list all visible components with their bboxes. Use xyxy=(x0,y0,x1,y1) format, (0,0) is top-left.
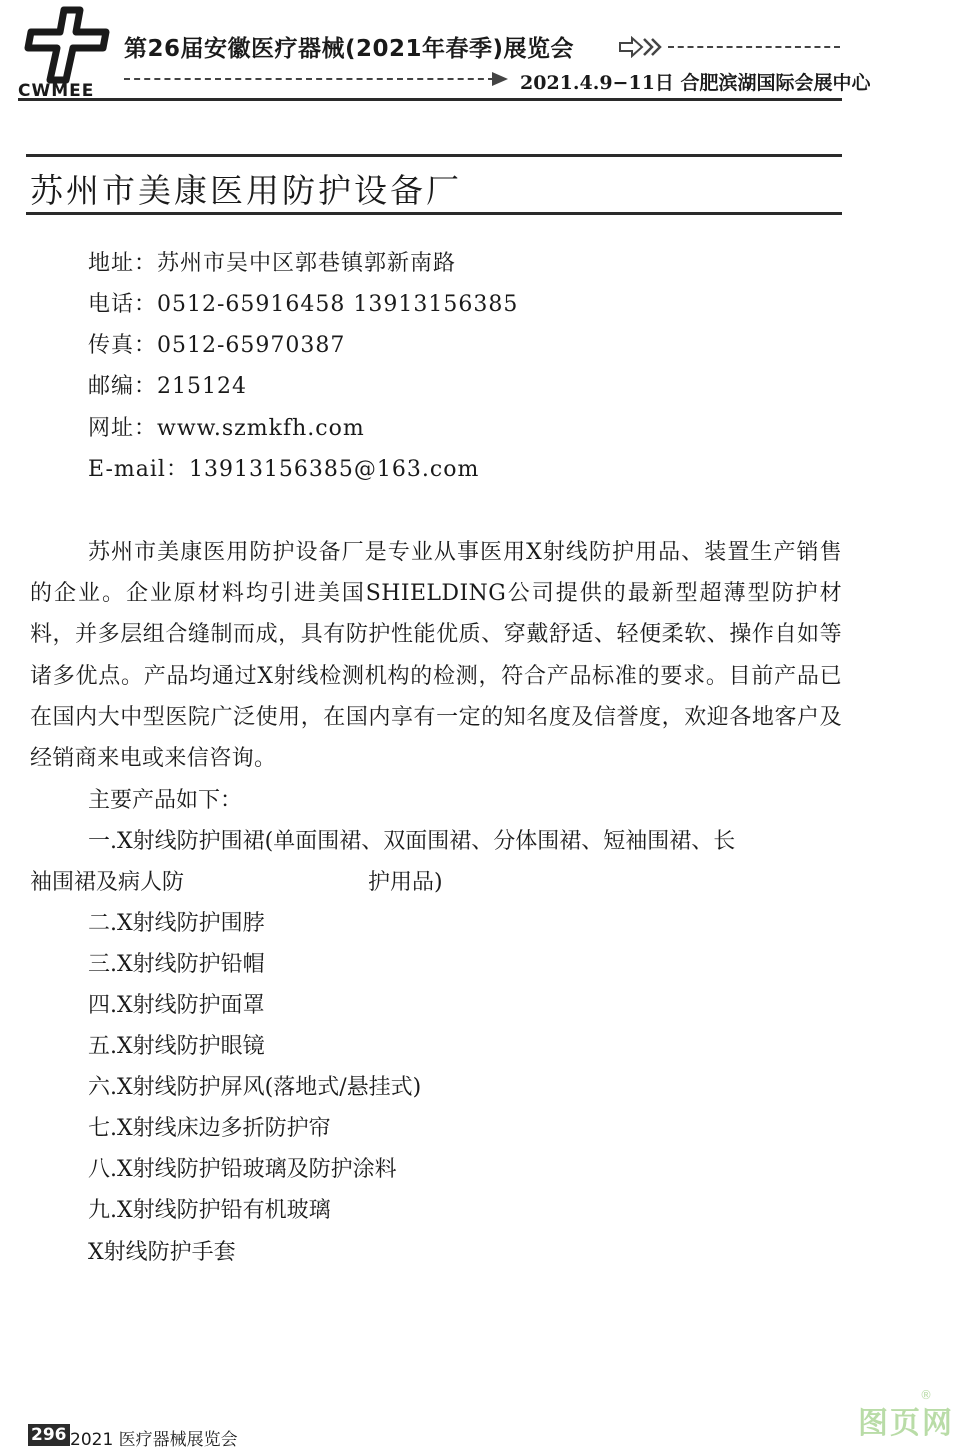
product-item: 护用品) xyxy=(368,870,443,895)
expo-date: 2021.4.9−11日 合肥滨湖国际会展中心 xyxy=(520,72,871,94)
registered-mark: ® xyxy=(920,1388,932,1402)
product-item: 七.X射线床边多折防护帘 xyxy=(88,1116,331,1141)
header-divider xyxy=(18,98,842,101)
product-item: 袖围裙及病人防 xyxy=(30,870,185,895)
product-item: 二.X射线防护围脖 xyxy=(88,911,265,936)
product-item: 六.X射线防护屏风(落地式/悬挂式) xyxy=(88,1075,422,1100)
product-item: 九.X射线防护铅有机玻璃 xyxy=(88,1198,331,1223)
product-item: 四.X射线防护面罩 xyxy=(88,993,265,1018)
header-dashed-line xyxy=(668,46,840,48)
title-divider-bottom xyxy=(26,212,842,215)
contact-phone: 电话：0512-65916458 13913156385 xyxy=(88,292,519,317)
watermark: 图页网 xyxy=(858,1406,954,1441)
double-arrow-icon xyxy=(618,36,668,58)
contact-website: 网址：www.szmkfh.com xyxy=(88,416,365,441)
page-number: 296 xyxy=(28,1424,70,1446)
product-item: 一.X射线防护围裙(单面围裙、双面围裙、分体围裙、短袖围裙、长 xyxy=(88,829,736,854)
company-title: 苏州市美康医用防护设备厂 xyxy=(30,171,462,210)
product-item: 三.X射线防护铅帽 xyxy=(88,952,265,977)
expo-title: 第26届安徽医疗器械(2021年春季)展览会 xyxy=(124,36,575,62)
header-dashed-line xyxy=(124,78,494,80)
product-item: X射线防护手套 xyxy=(88,1240,236,1265)
contact-email: E-mail：13913156385@163.com xyxy=(88,457,480,482)
logo-text: CWMEE xyxy=(18,81,95,100)
product-item: 八.X射线防护铅玻璃及防护涂料 xyxy=(88,1157,397,1182)
company-intro-paragraph: 苏州市美康医用防护设备厂是专业从事医用X射线防护用品、装置生产销售的企业。企业原材料均引进美国SHIELDING公司提供的最新型超薄型防护材料，并多层组合缝制而成，具有防护性能优质、穿戴舒适、轻便柔软、操作自如等诸多优点。产品均通过X射线检测机构的检测，符合产品标准的要求。目前产品已在国内大中型医院广泛使用，在国内享有一定的知名度及信誉度，欢迎各地客户及经销商来电或来信咨询。 xyxy=(30,540,842,772)
cwmee-logo xyxy=(14,4,118,100)
cross-logo-icon xyxy=(14,4,118,100)
product-item: 五.X射线防护眼镜 xyxy=(88,1034,265,1059)
arrow-right-icon xyxy=(492,72,508,86)
contact-address: 地址：苏州市吴中区郭巷镇郭新南路 xyxy=(88,251,457,276)
contact-fax: 传真：0512-65970387 xyxy=(88,333,346,358)
products-heading: 主要产品如下： xyxy=(88,788,243,813)
title-divider-top xyxy=(26,154,842,157)
contact-postcode: 邮编：215124 xyxy=(88,374,247,399)
footer-label: 2021 医疗器械展览会 xyxy=(70,1430,238,1450)
